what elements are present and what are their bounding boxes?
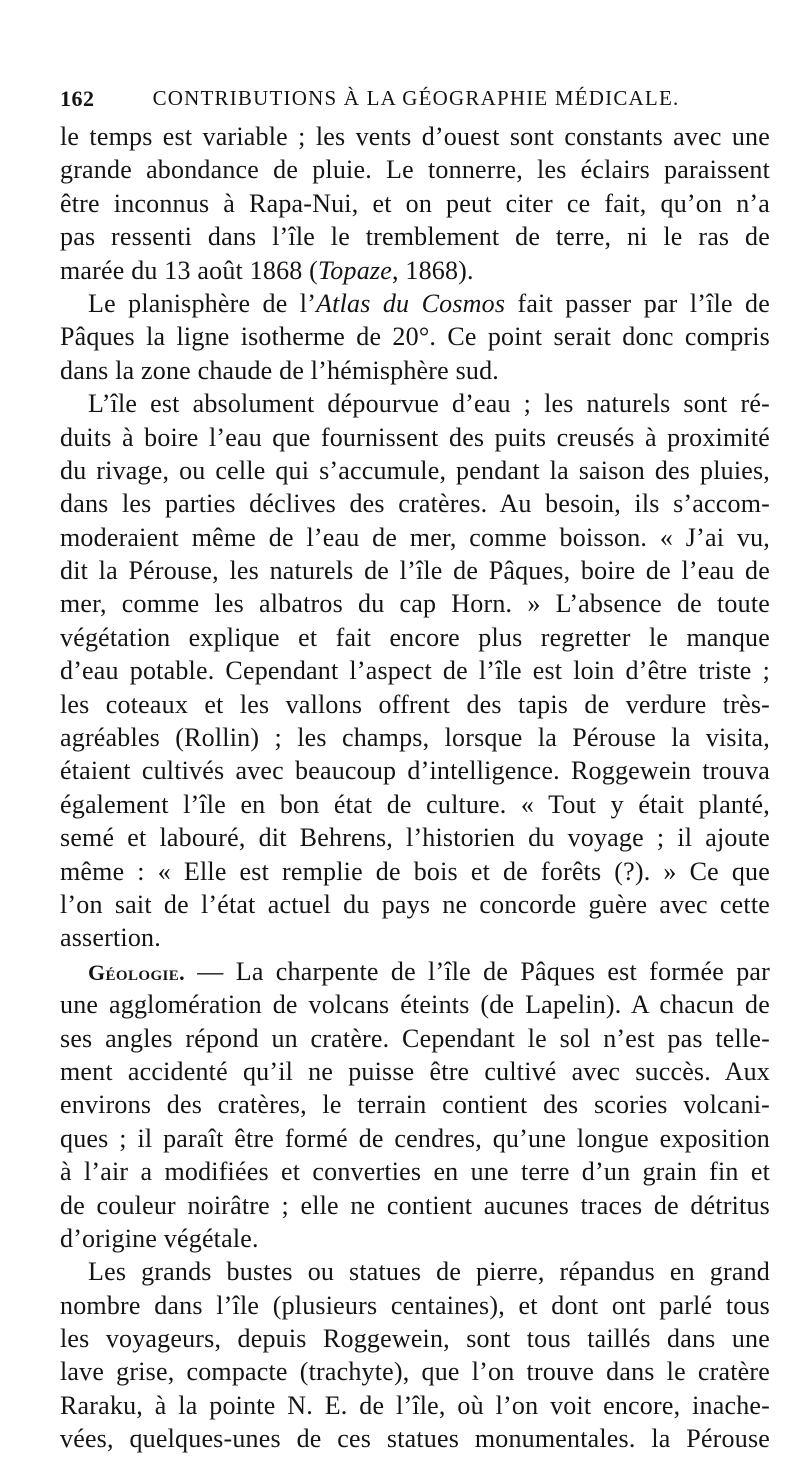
text-line: également l’île en bon état de culture. « Tout y était planté, [60,789,770,819]
running-title: CONTRIBUTIONS À LA GÉOGRAPHIE MÉDICALE. [152,86,680,110]
text-line: les coteaux et les vallons offrent des tapis de verdure très- [60,689,770,719]
text-line: le temps est variable ; les vents d’ouest sont constants avec une [60,122,770,151]
text-line: une agglomération de volcans éteints (de Lapelin). A chacun de [60,990,770,1020]
section-heading-geologie: Géologie. [88,959,186,985]
text-line: pas ressenti dans l’île le tremblement de terre, ni le ras de [60,222,770,252]
text-segment: marée du 13 août 1868 ( [60,255,319,285]
paragraph-start-line: L’île est absolument dépourvue d’eau ; les naturels sont ré- [88,389,770,419]
running-head [60,86,772,116]
text-line: l’on sait de l’état actuel du pays ne concorde guère avec cette [60,889,770,919]
text-segment: Le planisphère de l’ [88,288,317,318]
text-segment: — La charpente de l’île de Pâques est formée par [185,956,770,986]
text-line: ques ; il paraît être formé de cendres, qu’une longue exposition [60,1123,770,1153]
text-line: ment accidenté qu’il ne puisse être cultivé avec succès. Aux [60,1056,770,1086]
text-line: d’eau potable. Cependant l’aspect de l’île est loin d’être triste ; [60,656,770,686]
atlas-title: Atlas du Cosmos [316,288,506,318]
text-line: agréables (Rollin) ; les champs, lorsque la Pérouse la visita, [60,723,770,753]
text-line: du rivage, ou celle qui s’accumule, pendant la saison des pluies, [60,455,770,485]
text-line: Raraku, à la pointe N. E. de l’île, où l’on voit encore, inache- [60,1390,770,1420]
text-segment: , 1868). [391,255,474,285]
text-line: environs des cratères, le terrain contient des scories volcani- [60,1090,770,1120]
text-line: végétation explique et fait encore plus regretter le manque [60,622,770,652]
text-line: Pâques la ligne isotherme de 20°. Ce point serait donc compris [60,322,770,352]
text-line: à l’air a modifiées et converties en une terre d’un grain fin et [60,1157,770,1187]
text-line: duits à boire l’eau que fournissent des puits creusés à proximité [60,422,770,452]
text-segment: fait passer par l’île de [505,288,771,318]
paragraph-start-line: Les grands bustes ou statues de pierre, répandus en grand [88,1257,770,1287]
text-line: les voyageurs, depuis Roggewein, sont tous taillés dans une [60,1324,770,1354]
text-line: même : « Elle est remplie de bois et de forêts (?). » Ce que [60,856,770,886]
text-line: d’origine végétale. [60,1223,259,1253]
text-line: assertion. [60,923,161,953]
text-line: étaient cultivés avec beaucoup d’intelligence. Roggewein trouva [60,756,770,786]
text-line: grande abondance de pluie. Le tonnerre, les éclairs paraissent [60,155,770,185]
ship-name-topaze: Topaze [318,255,392,285]
text-line: mer, comme les albatros du cap Horn. » L’absence de toute [60,589,770,619]
text-line: lave grise, compacte (trachyte), que l’on trouve dans le cratère [60,1357,770,1387]
text-line: de couleur noirâtre ; elle ne contient aucunes traces de détritus [60,1190,770,1220]
text-line: être inconnus à Rapa-Nui, et on peut citer ce fait, qu’on n’a [60,188,770,218]
text-line: dans les parties déclives des cratères. Au besoin, ils s’accom- [60,489,770,519]
text-line [60,254,770,287]
text-line: vées, quelques-unes de ces statues monumentales. la Pérouse [60,1424,770,1454]
text-line: ses angles répond un cratère. Cependant le sol n’est pas telle- [60,1023,770,1053]
text-line: moderaient même de l’eau de mer, comme boisson. « J’ai vu, [60,522,770,552]
text-line: dit la Pérouse, les naturels de l’île de Pâques, boire de l’eau de [60,556,770,586]
page-number: 162 [60,86,95,111]
paragraph-start-line [60,955,770,988]
body-text [60,120,770,1456]
paragraph-start-line [60,287,770,320]
text-line: semé et labouré, dit Behrens, l’historien du voyage ; il ajoute [60,823,770,853]
text-line: nombre dans l’île (plusieurs centaines), et dont ont parlé tous [60,1290,770,1320]
text-line: dans la zone chaude de l’hémisphère sud. [60,355,500,385]
